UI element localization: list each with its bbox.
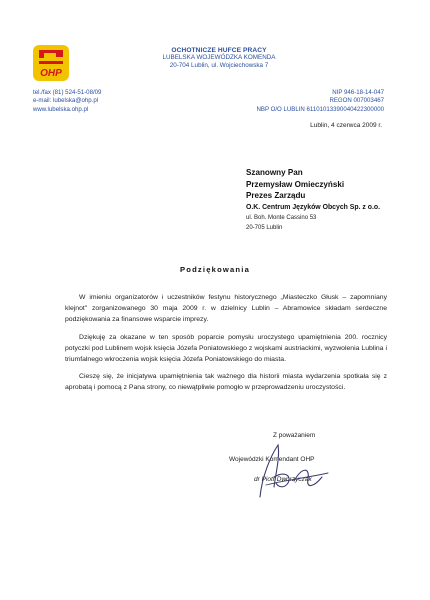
addressee-address [246, 214, 316, 233]
addressee-name: Przemysław Omieczyński [246, 179, 345, 189]
regon-number: REGON 007003467 [329, 97, 384, 105]
signatory-role: Wojewódzki Komendant OHP [229, 456, 315, 463]
organization-header [120, 47, 318, 69]
addressee-block [246, 167, 380, 213]
body-paragraph: W imieniu organizatorów i uczestników festynu historycznego „Miasteczko Głusk – zapomniany klejnot" zorganizowanego 30 maja 2009 r. w dzielnicy Lublin – Abramowice składam serdeczne podziękowania za finansowe wsparcie imprezy. [65, 294, 387, 324]
nip-number: NIP 946-18-14-047 [332, 89, 384, 96]
org-unit: LUBELSKA WOJEWÓDZKA KOMENDA [162, 54, 276, 62]
handwritten-signature [240, 437, 335, 502]
contact-email: e-mail: lubelska@ohp.pl [33, 97, 99, 105]
letter-date: Lublin, 4 czerwca 2009 r. [310, 122, 382, 129]
addressee-company: O.K. Centrum Języków Obcych Sp. z o.o. [246, 203, 381, 211]
bank-account: NBP O/O LUBLIN 61101013390040422300000 [256, 105, 384, 113]
signatory-name: dr Piotr Dworzyczak [254, 476, 312, 483]
closing-regards: Z poważaniem [273, 432, 316, 439]
addressee-title: Prezes Zarządu [246, 191, 306, 201]
registry-info [256, 89, 384, 114]
address-street: ul. Boh. Monte Cassino 53 [246, 215, 317, 221]
body-paragraph: Cieszę się, że inicjatywa upamiętnienia tak ważnego dla historii miasta wydarzenia spotkała się z aprobatą i pomocą z Pana strony, co niewątpliwie pomogło w przeprowadzeniu uroczystości. [65, 373, 387, 392]
contact-info [33, 89, 101, 114]
body-paragraph: Dziękuję za okazane w ten sposób poparcie pomysłu uroczystego upamiętnienia 200. rocznicy potyczki pod Lublinem wojsk księcia Józefa Poniatowskiego z wojskami austriackimi, wyzwolenia Lublina i triumfalnego wkroczenia wojsk księcia Józefa Poniatowskiego do miasta. [65, 333, 387, 364]
org-name: OCHOTNICZE HUFCE PRACY [171, 47, 267, 54]
letter-heading: Podziękowania [179, 265, 251, 274]
ohp-logo [32, 44, 70, 82]
logo-text: OHP [40, 68, 62, 79]
address-city: 20-705 Lublin [246, 224, 283, 231]
contact-phone: tel./fax (81) 524-51-08/09 [33, 89, 102, 96]
letter-body [65, 292, 387, 400]
org-address: 20-704 Lublin, ul. Wojciechowska 7 [169, 61, 269, 69]
contact-website: www.lubelska.ohp.pl [33, 105, 89, 113]
addressee-salutation: Szanowny Pan [246, 168, 303, 177]
